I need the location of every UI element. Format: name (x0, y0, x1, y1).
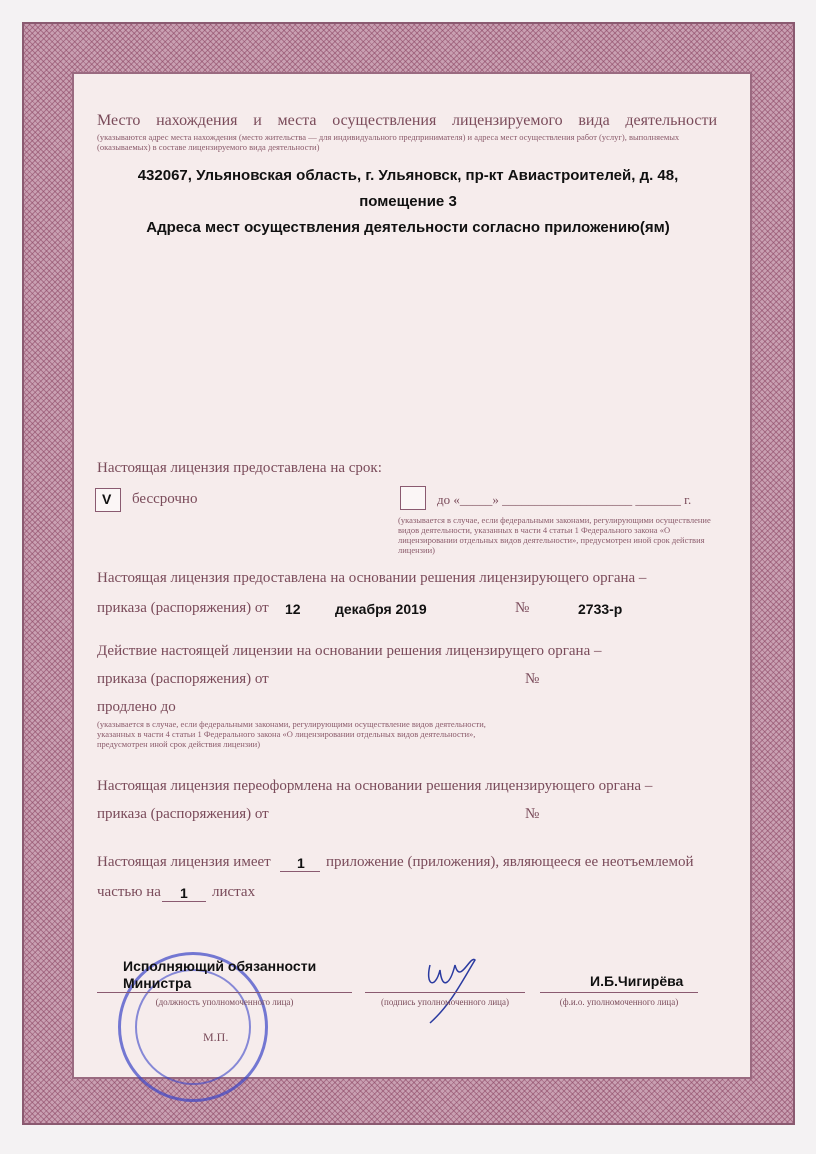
indefinite-checkbox[interactable] (95, 488, 121, 512)
signature-scribble (400, 945, 520, 1025)
extension-line-2: приказа (распоряжения) от (97, 671, 269, 687)
basis-line-1: Настоящая лицензия предоставлена на основании решения лицензирующего органа – (97, 570, 647, 586)
basis-line-2: приказа (распоряжения) от (97, 600, 269, 616)
address-line-3: Адреса мест осуществления деятельности согласно приложению(ям) (146, 219, 670, 236)
appendix-count: 1 (297, 855, 305, 871)
reissue-line-1: Настоящая лицензия переоформлена на основании решения лицензирующего органа – (97, 778, 653, 794)
order-day: 12 (285, 601, 301, 617)
extension-note: (указывается в случае, если федеральными законами, регулирующими осуществление видов деятельности, указанных в части 4 статьи 1 Федерального закона «О лицензировании отдельных видов деятельности», предусмотрен иной срок действия лицензии) (97, 719, 486, 749)
signer-name: И.Б.Чигирёва (590, 973, 684, 989)
check-mark: V (102, 491, 112, 507)
order-month-year: декабря 2019 (335, 601, 427, 617)
extension-number-label: № (525, 671, 540, 687)
appendix-line2-pre: частью на (97, 884, 161, 900)
reissue-line-2: приказа (распоряжения) от (97, 806, 269, 822)
signer-position-1: Исполняющий обязанности (123, 958, 317, 974)
reissue-number-label: № (525, 806, 540, 822)
term-label: Настоящая лицензия предоставлена на срок: (97, 460, 382, 476)
position-caption: (должность уполномоченного лица) (155, 997, 294, 1007)
address-line-2: помещение 3 (359, 193, 457, 210)
seal-place-mark: М.П. (203, 1030, 229, 1044)
extension-line-1: Действие настоящей лицензии на основании решения лицензирущего органа – (97, 643, 602, 659)
appendix-pre: Настоящая лицензия имеет (97, 854, 271, 870)
position-line (97, 992, 352, 993)
signer-position-2: Министра (123, 975, 192, 991)
signature-line (365, 992, 525, 993)
order-number: 2733-р (578, 601, 623, 617)
order-number-label: № (515, 600, 530, 616)
location-note: (указываются адрес места нахождения (место жительства — для индивидуального предпринимателя) и адреса мест осуществления работ (услуг), выполняемых (оказываемых) в составе лицензируемого вида деятельности) (97, 132, 680, 152)
appendix-post: приложение (приложения), являющееся ее неотъемлемой (326, 854, 694, 870)
until-note: (указывается в случае, если федеральными законами, регулирующими осуществление видов деятельности, указанных в части 4 статьи 1 Федерального закона «О лицензировании отдельных видов деятельности», предусмотрен иной срок действия лицензии) (398, 515, 711, 555)
until-date: до «_____» ____________________ _______ г. (437, 492, 692, 507)
indefinite-label: бессрочно (132, 491, 198, 507)
name-line (540, 992, 698, 993)
address-line-1: 432067, Ульяновская область, г. Ульяновск, пр-кт Авиастроителей, д. 48, (137, 167, 679, 184)
name-caption: (ф.и.о. уполномоченного лица) (559, 997, 679, 1007)
extended-until: продлено до (97, 699, 176, 715)
signature-caption: (подпись уполномоченного лица) (381, 997, 509, 1007)
sheets-count: 1 (180, 885, 188, 901)
appendix-line2-post: листах (212, 884, 256, 900)
until-checkbox[interactable] (400, 486, 426, 510)
location-heading: Место нахождения и места осуществления лицензируемого вида деятельности (97, 112, 717, 129)
